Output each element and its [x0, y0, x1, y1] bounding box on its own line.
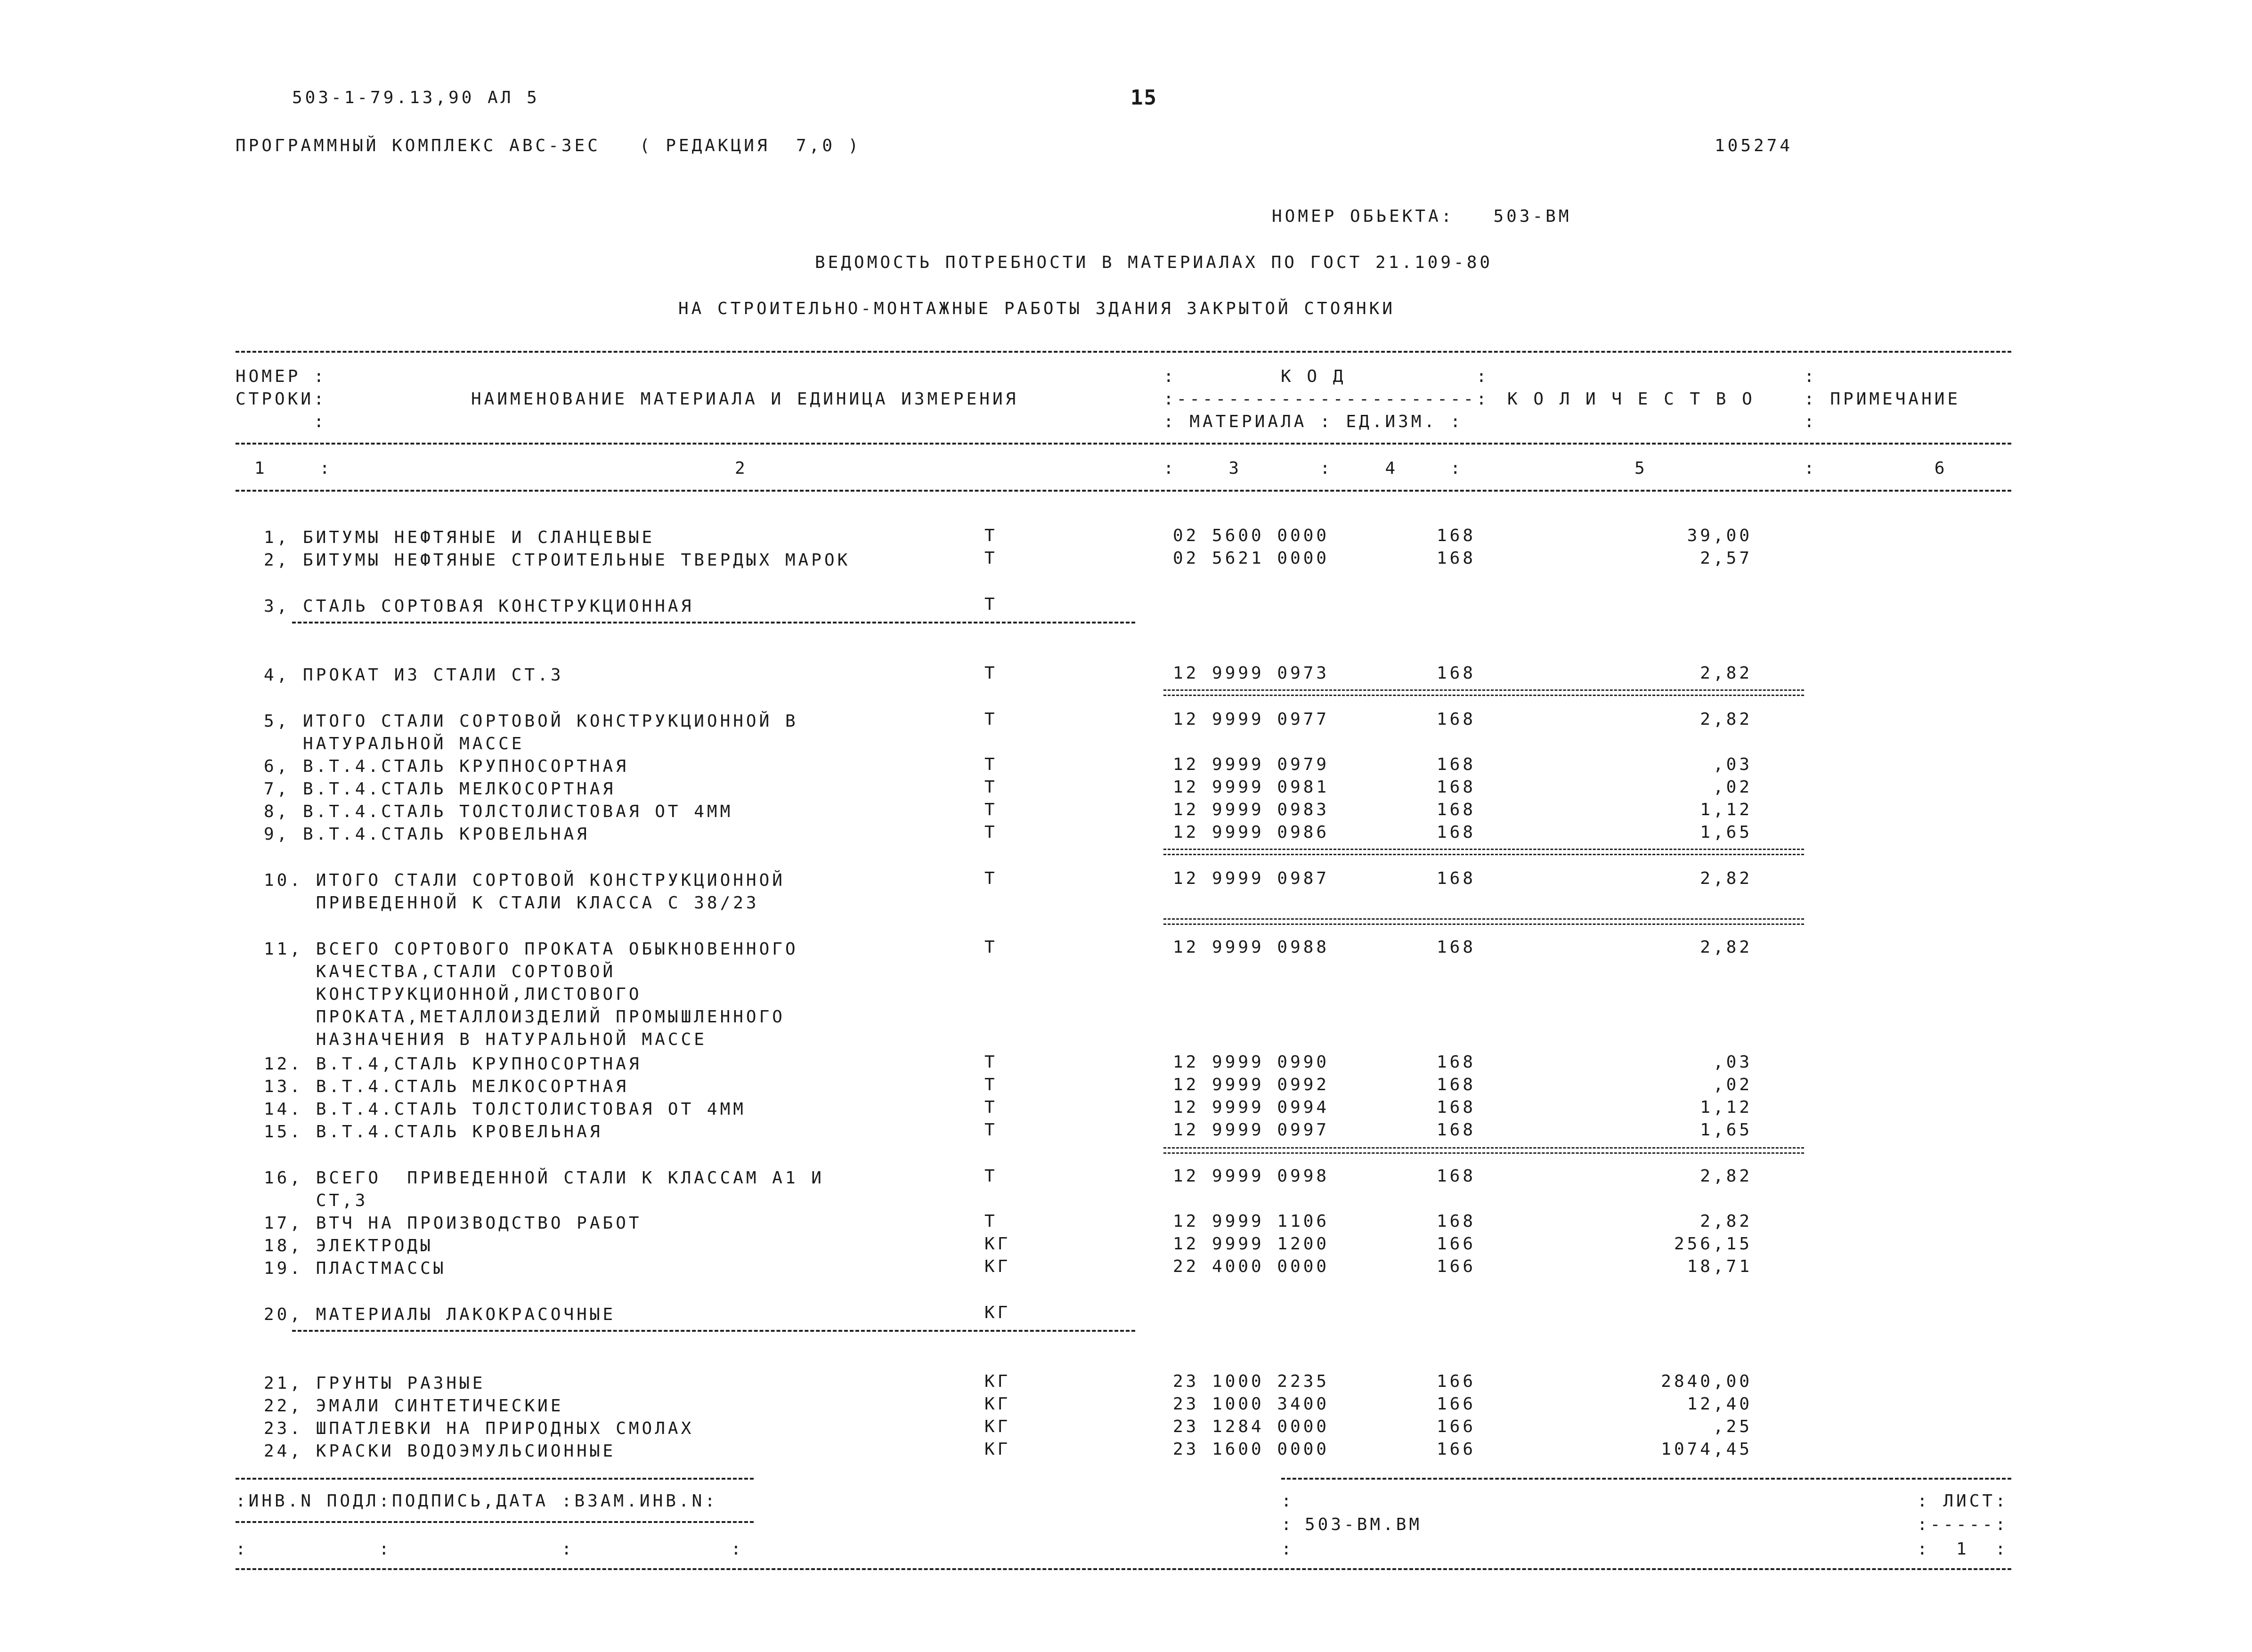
material-code: 02 5621 0000	[1173, 549, 1330, 568]
material-code: 12 9999 0977	[1173, 710, 1330, 729]
quantity-value: 1,12	[1700, 800, 1752, 819]
unit-of-measure: КГ	[984, 1394, 1011, 1414]
quantity-value: 2,82	[1700, 664, 1752, 683]
material-code: 12 9999 1200	[1173, 1234, 1330, 1254]
page-number: 15	[1130, 86, 1157, 110]
unit-of-measure: Т	[984, 1075, 998, 1094]
col-note-sep-bottom: :	[1804, 412, 1817, 431]
program-name: ПРОГРАММНЫЙ КОМПЛЕКС АВС-ЗЕС ( РЕДАКЦИЯ 7,0 )	[236, 136, 862, 155]
unit-code: 168	[1437, 1098, 1476, 1117]
quantity-value: 2,82	[1700, 1166, 1752, 1186]
doc-id: 105274	[1715, 136, 1793, 155]
material-name: 15. В.Т.4.СТАЛЬ КРОВЕЛЬНАЯ	[264, 1122, 603, 1142]
material-code: 12 9999 0998	[1173, 1166, 1330, 1186]
total-double-rule	[1163, 918, 1804, 925]
unit-code: 168	[1437, 938, 1476, 957]
quantity-value: 2,82	[1700, 1212, 1752, 1231]
material-name: 11, ВСЕГО СОРТОВОГО ПРОКАТА ОБЫКНОВЕННОГО КАЧЕСТВА,СТАЛИ СОРТОВОЙ КОНСТРУКЦИОННОЙ,ЛИСТОВОГО ПРОКАТА,МЕТАЛЛОИЗДЕЛИЙ ПРОМЫШЛЕННОГО НАЗНАЧЕНИЯ В НАТУРАЛЬНОЙ МАССЕ	[264, 939, 798, 1049]
mark-rule-top	[1281, 1478, 2011, 1480]
sheet-number: : 1 :	[1917, 1539, 2008, 1559]
material-name: 12. В.Т.4,СТАЛЬ КРУПНОСОРТНАЯ	[264, 1054, 642, 1074]
mark-colon-top: :	[1281, 1491, 1294, 1511]
unit-of-measure: Т	[984, 664, 998, 683]
quantity-value: 2,82	[1700, 869, 1752, 888]
unit-code: 168	[1437, 777, 1476, 797]
material-name: 10. ИТОГО СТАЛИ СОРТОВОЙ КОНСТРУКЦИОННОЙ ПРИВЕДЕННОЙ К СТАЛИ КЛАССА С 38/23	[264, 871, 785, 913]
col-row-number-3: :	[236, 412, 327, 431]
material-name: 9, В.Т.4.СТАЛЬ КРОВЕЛЬНАЯ	[264, 825, 590, 844]
mark-colon-bottom: :	[1281, 1539, 1294, 1559]
material-name: 16, ВСЕГО ПРИВЕДЕННОЙ СТАЛИ К КЛАССАМ А1 И СТ,3	[264, 1168, 824, 1210]
header-rule-top	[236, 351, 2011, 353]
material-name: 20, МАТЕРИАЛЫ ЛАКОКРАСОЧНЫЕ	[264, 1305, 616, 1324]
quantity-value: ,02	[1713, 1075, 1752, 1094]
material-code: 12 9999 0990	[1173, 1053, 1330, 1072]
unit-of-measure: Т	[984, 823, 998, 842]
unit-code: 168	[1437, 664, 1476, 683]
material-code: 12 9999 0979	[1173, 755, 1330, 774]
stamp-empty-cells: : : : :	[236, 1539, 744, 1559]
material-code: 23 1000 3400	[1173, 1394, 1330, 1414]
material-name: 1, БИТУМЫ НЕФТЯНЫЕ И СЛАНЦЕВЫЕ	[264, 528, 655, 547]
unit-of-measure: КГ	[984, 1234, 1011, 1254]
col-number-6: : 6	[1804, 459, 1948, 478]
unit-code: 168	[1437, 800, 1476, 819]
title-line-1: ВЕДОМОСТЬ ПОТРЕБНОСТИ В МАТЕРИАЛАХ ПО ГОСТ 21.109-80	[815, 253, 1493, 272]
quantity-value: 1,65	[1700, 1120, 1752, 1140]
unit-of-measure: Т	[984, 938, 998, 957]
col-number-5: 5	[1634, 459, 1648, 478]
stamp-labels: :ИНВ.N ПОДЛ:ПОДПИСЬ,ДАТА :ВЗАМ.ИНВ.N:	[236, 1491, 718, 1511]
unit-of-measure: Т	[984, 549, 998, 568]
sheet-label: : ЛИСТ:	[1917, 1491, 2008, 1511]
header-rule-bottom	[236, 490, 2011, 492]
quantity-value: ,02	[1713, 777, 1752, 797]
unit-of-measure: Т	[984, 1053, 998, 1072]
group-underline	[292, 1330, 1135, 1332]
unit-of-measure: КГ	[984, 1372, 1011, 1391]
quantity-value: ,25	[1713, 1417, 1752, 1436]
total-double-rule	[1163, 1147, 1804, 1154]
document-mark: 503-ВМ.ВМ	[1305, 1515, 1423, 1534]
doc-code: 503-1-79.13,90 АЛ 5	[292, 88, 540, 107]
col-code-subheaders: : МАТЕРИАЛА : ЕД.ИЗМ. :	[1163, 412, 1463, 431]
material-code: 12 9999 0986	[1173, 823, 1330, 842]
unit-of-measure: Т	[984, 800, 998, 819]
material-name: 6, В.Т.4.СТАЛЬ КРУПНОСОРТНАЯ	[264, 757, 629, 776]
unit-of-measure: Т	[984, 777, 998, 797]
sheet-divider: :-----:	[1917, 1515, 2008, 1534]
unit-of-measure: КГ	[984, 1440, 1011, 1459]
col-code-divider: :-----------------------:	[1163, 389, 1489, 409]
unit-of-measure: Т	[984, 526, 998, 545]
quantity-value: 39,00	[1687, 526, 1752, 545]
material-name: 14. В.Т.4.СТАЛЬ ТОЛСТОЛИСТОВАЯ ОТ 4ММ	[264, 1100, 746, 1119]
unit-code: 168	[1437, 710, 1476, 729]
unit-code: 168	[1437, 526, 1476, 545]
unit-code: 168	[1437, 1166, 1476, 1186]
unit-of-measure: КГ	[984, 1303, 1011, 1322]
quantity-value: ,03	[1713, 755, 1752, 774]
quantity-value: 18,71	[1687, 1257, 1752, 1276]
material-name: 7, В.Т.4.СТАЛЬ МЕЛКОСОРТНАЯ	[264, 779, 616, 799]
col-code-header: : К О Д :	[1163, 367, 1489, 386]
material-name: 3, СТАЛЬ СОРТОВАЯ КОНСТРУКЦИОННАЯ	[264, 597, 694, 616]
unit-code: 168	[1437, 1075, 1476, 1094]
unit-code: 168	[1437, 1212, 1476, 1231]
unit-code: 166	[1437, 1394, 1476, 1414]
object-number: НОМЕР ОБЬЕКТА: 503-ВМ	[1272, 207, 1572, 226]
col-row-number-2: СТРОКИ:	[236, 389, 327, 409]
col-row-number-1: НОМЕР :	[236, 367, 327, 386]
quantity-value: 2,82	[1700, 938, 1752, 957]
col-number-3-4: : 3 : 4 :	[1163, 459, 1463, 478]
material-code: 12 9999 0988	[1173, 938, 1330, 957]
material-code: 12 9999 0994	[1173, 1098, 1330, 1117]
quantity-value: 1074,45	[1661, 1440, 1752, 1459]
material-code: 12 9999 1106	[1173, 1212, 1330, 1231]
unit-of-measure: Т	[984, 1212, 998, 1231]
col-name-header: НАИМЕНОВАНИЕ МАТЕРИАЛА И ЕДИНИЦА ИЗМЕРЕНИЯ	[471, 389, 1019, 409]
material-name: 18, ЭЛЕКТРОДЫ	[264, 1236, 433, 1255]
unit-of-measure: Т	[984, 595, 998, 614]
title-line-2: НА СТРОИТЕЛЬНО-МОНТАЖНЫЕ РАБОТЫ ЗДАНИЯ ЗАКРЫТОЙ СТОЯНКИ	[678, 299, 1396, 318]
material-code: 23 1600 0000	[1173, 1440, 1330, 1459]
unit-code: 166	[1437, 1257, 1476, 1276]
quantity-value: 256,15	[1674, 1234, 1752, 1254]
material-code: 23 1000 2235	[1173, 1372, 1330, 1391]
unit-code: 168	[1437, 1053, 1476, 1072]
unit-of-measure: КГ	[984, 1417, 1011, 1436]
stamp-rule-mid	[236, 1521, 754, 1523]
unit-of-measure: Т	[984, 1098, 998, 1117]
quantity-value: 2840,00	[1661, 1372, 1752, 1391]
total-double-rule	[1163, 849, 1804, 855]
material-name: 5, ИТОГО СТАЛИ СОРТОВОЙ КОНСТРУКЦИОННОЙ В НАТУРАЛЬНОЙ МАССЕ	[264, 712, 798, 753]
material-code: 12 9999 0987	[1173, 869, 1330, 888]
total-double-rule	[1163, 689, 1804, 696]
material-code: 12 9999 0973	[1173, 664, 1330, 683]
quantity-value: 1,12	[1700, 1098, 1752, 1117]
unit-code: 166	[1437, 1234, 1476, 1254]
quantity-value: 2,82	[1700, 710, 1752, 729]
material-code: 12 9999 0992	[1173, 1075, 1330, 1094]
material-name: 13. В.Т.4.СТАЛЬ МЕЛКОСОРТНАЯ	[264, 1077, 629, 1096]
mark-colon-mid: :	[1281, 1515, 1294, 1534]
material-name: 19. ПЛАСТМАССЫ	[264, 1259, 447, 1278]
material-name: 22, ЭМАЛИ СИНТЕТИЧЕСКИЕ	[264, 1396, 564, 1416]
unit-code: 166	[1437, 1440, 1476, 1459]
unit-code: 168	[1437, 755, 1476, 774]
stamp-rule-top	[236, 1478, 754, 1480]
material-name: 23. ШПАТЛЕВКИ НА ПРИРОДНЫХ СМОЛАХ	[264, 1419, 694, 1438]
unit-of-measure: Т	[984, 710, 998, 729]
unit-code: 168	[1437, 549, 1476, 568]
material-name: 4, ПРОКАТ ИЗ СТАЛИ СТ.3	[264, 665, 564, 685]
header-rule-mid	[236, 443, 2011, 445]
unit-code: 168	[1437, 869, 1476, 888]
quantity-value: 2,57	[1700, 549, 1752, 568]
material-code: 12 9999 0981	[1173, 777, 1330, 797]
unit-code: 168	[1437, 1120, 1476, 1140]
unit-of-measure: Т	[984, 869, 998, 888]
footer-rule-bottom	[236, 1568, 2011, 1570]
col-note-header: : ПРИМЕЧАНИЕ	[1804, 389, 1961, 409]
unit-code: 168	[1437, 823, 1476, 842]
material-code: 12 9999 0983	[1173, 800, 1330, 819]
unit-of-measure: Т	[984, 1166, 998, 1186]
material-name: 17, ВТЧ НА ПРОИЗВОДСТВО РАБОТ	[264, 1214, 642, 1233]
quantity-value: 12,40	[1687, 1394, 1752, 1414]
col-number-2: 2	[735, 459, 748, 478]
unit-of-measure: Т	[984, 755, 998, 774]
material-code: 23 1284 0000	[1173, 1417, 1330, 1436]
unit-of-measure: КГ	[984, 1257, 1011, 1276]
unit-code: 166	[1437, 1417, 1476, 1436]
quantity-value: 1,65	[1700, 823, 1752, 842]
col-quantity-header: К О Л И Ч Е С Т В О	[1507, 389, 1755, 409]
material-code: 02 5600 0000	[1173, 526, 1330, 545]
material-code: 22 4000 0000	[1173, 1257, 1330, 1276]
material-name: 21, ГРУНТЫ РАЗНЫЕ	[264, 1374, 486, 1393]
material-name: 2, БИТУМЫ НЕФТЯНЫЕ СТРОИТЕЛЬНЫЕ ТВЕРДЫХ МАРОК	[264, 551, 851, 570]
material-name: 8, В.Т.4.СТАЛЬ ТОЛСТОЛИСТОВАЯ ОТ 4ММ	[264, 802, 733, 821]
material-name: 24, КРАСКИ ВОДОЭМУЛЬСИОННЫЕ	[264, 1441, 616, 1461]
group-underline	[292, 622, 1135, 624]
col-number-1: 1 :	[254, 459, 333, 478]
unit-of-measure: Т	[984, 1120, 998, 1140]
unit-code: 166	[1437, 1372, 1476, 1391]
col-note-sep-top: :	[1804, 367, 1817, 386]
material-code: 12 9999 0997	[1173, 1120, 1330, 1140]
quantity-value: ,03	[1713, 1053, 1752, 1072]
